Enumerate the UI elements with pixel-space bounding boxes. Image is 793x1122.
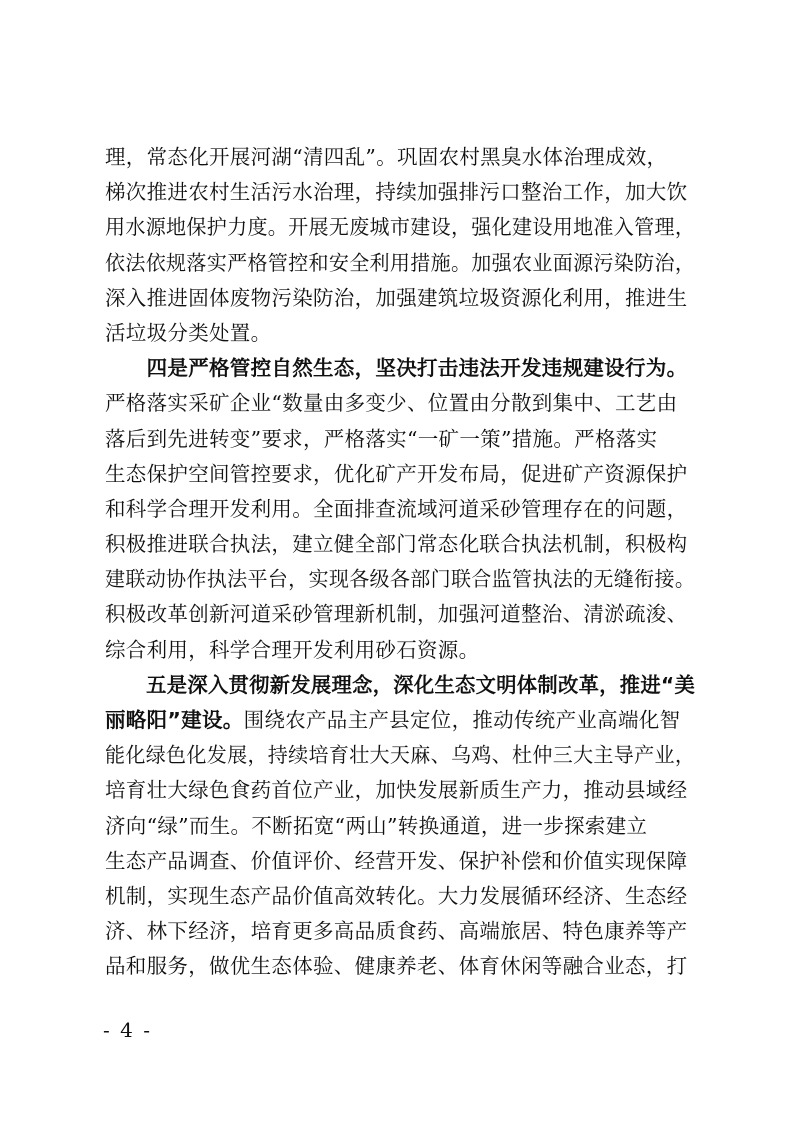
text-segment: 积极推进联合执法，建立健全部门常态化联合执法机制，积极构 <box>105 532 688 557</box>
text-segment: 落后到先进转变”要求，严格落实“一矿一策”措施。严格落实 <box>105 426 658 451</box>
text-line <box>105 316 695 351</box>
text-line <box>105 281 695 316</box>
text-segment: 活垃圾分类处置。 <box>105 320 272 345</box>
text-line <box>105 562 696 597</box>
page-number: - 4 - <box>103 1018 152 1042</box>
text-line <box>105 351 695 386</box>
text-segment: 理，常态化开展河湖“清四乱”。巩固农村黑臭水体治理成效， <box>105 145 668 169</box>
text-segment: 深入推进固体废物污染防治，加强建筑垃圾资源化利用，推进生 <box>105 285 688 310</box>
text-line <box>105 210 696 245</box>
text-line <box>105 492 695 527</box>
text-segment: 建联动协作执法平台，实现各级各部门联合监管执法的无缝衔接。 <box>105 567 696 592</box>
text-line <box>105 597 695 632</box>
bold-text-segment: 丽略阳”建设。 <box>105 708 244 732</box>
text-segment: 用水源地保护力度。开展无废城市建设，强化建设用地准入管理， <box>105 215 696 240</box>
text-line <box>105 879 695 914</box>
text-segment: 品和服务，做优生态体验、健康养老、体育休闲等融合业态，打 <box>105 954 688 979</box>
text-segment: 围绕农产品主产县定位，推动传统产业高端化智 <box>243 708 681 732</box>
text-line <box>105 949 695 984</box>
text-segment: 机制，实现生态产品价值高效转化。大力发展循环经济、生态经 <box>105 883 688 908</box>
document-body <box>105 140 695 985</box>
text-segment: 济向“绿”而生。不断拓宽“两山”转换通道，进一步探索建立 <box>105 813 648 838</box>
text-line <box>105 386 695 421</box>
text-segment: 梯次推进农村生活污水治理，持续加强排污口整治工作，加大饮 <box>105 180 688 205</box>
text-segment: 和科学合理开发利用。全面排查流域河道采砂管理存在的问题， <box>105 496 688 521</box>
text-line <box>105 738 696 773</box>
text-line <box>105 527 695 562</box>
text-segment: 培育壮大绿色食药首位产业，加快发展新质生产力，推动县域经 <box>105 778 688 803</box>
text-line <box>105 422 695 457</box>
text-line <box>105 809 695 844</box>
text-segment: 依法依规落实严格管控和安全利用措施。加强农业面源污染防治， <box>105 250 696 275</box>
text-segment: 济、林下经济，培育更多高品质食药、高端旅居、特色康养等产 <box>105 919 688 944</box>
text-line <box>105 246 696 281</box>
bold-text-segment: 五是深入贯彻新发展理念，深化生态文明体制改革，推进“美 <box>105 672 696 697</box>
text-line <box>105 844 695 879</box>
text-line <box>105 773 695 808</box>
text-segment: 能化绿色化发展，持续培育壮大天麻、乌鸡、杜仲三大主导产业， <box>105 743 696 768</box>
text-segment: 综合利用，科学合理开发利用砂石资源。 <box>105 637 480 662</box>
text-line <box>105 457 695 492</box>
text-segment: 积极改革创新河道采砂管理新机制，加强河道整治、清淤疏浚、 <box>105 602 688 627</box>
text-segment: 生态保护空间管控要求，优化矿产开发布局，促进矿产资源保护 <box>105 461 688 486</box>
text-line <box>105 703 695 738</box>
text-segment: 严格落实采矿企业“数量由多变少、位置由分散到集中、工艺由 <box>105 391 678 416</box>
text-segment: 生态产品调查、价值评价、经营开发、保护补偿和价值实现保障 <box>105 848 688 873</box>
text-line <box>105 668 696 703</box>
bold-text-segment: 四是严格管控自然生态，坚决打击违法开发违规建设行为。 <box>105 356 688 381</box>
text-line <box>105 175 695 210</box>
text-line <box>105 914 695 949</box>
text-line <box>105 633 695 668</box>
text-line <box>105 140 695 175</box>
